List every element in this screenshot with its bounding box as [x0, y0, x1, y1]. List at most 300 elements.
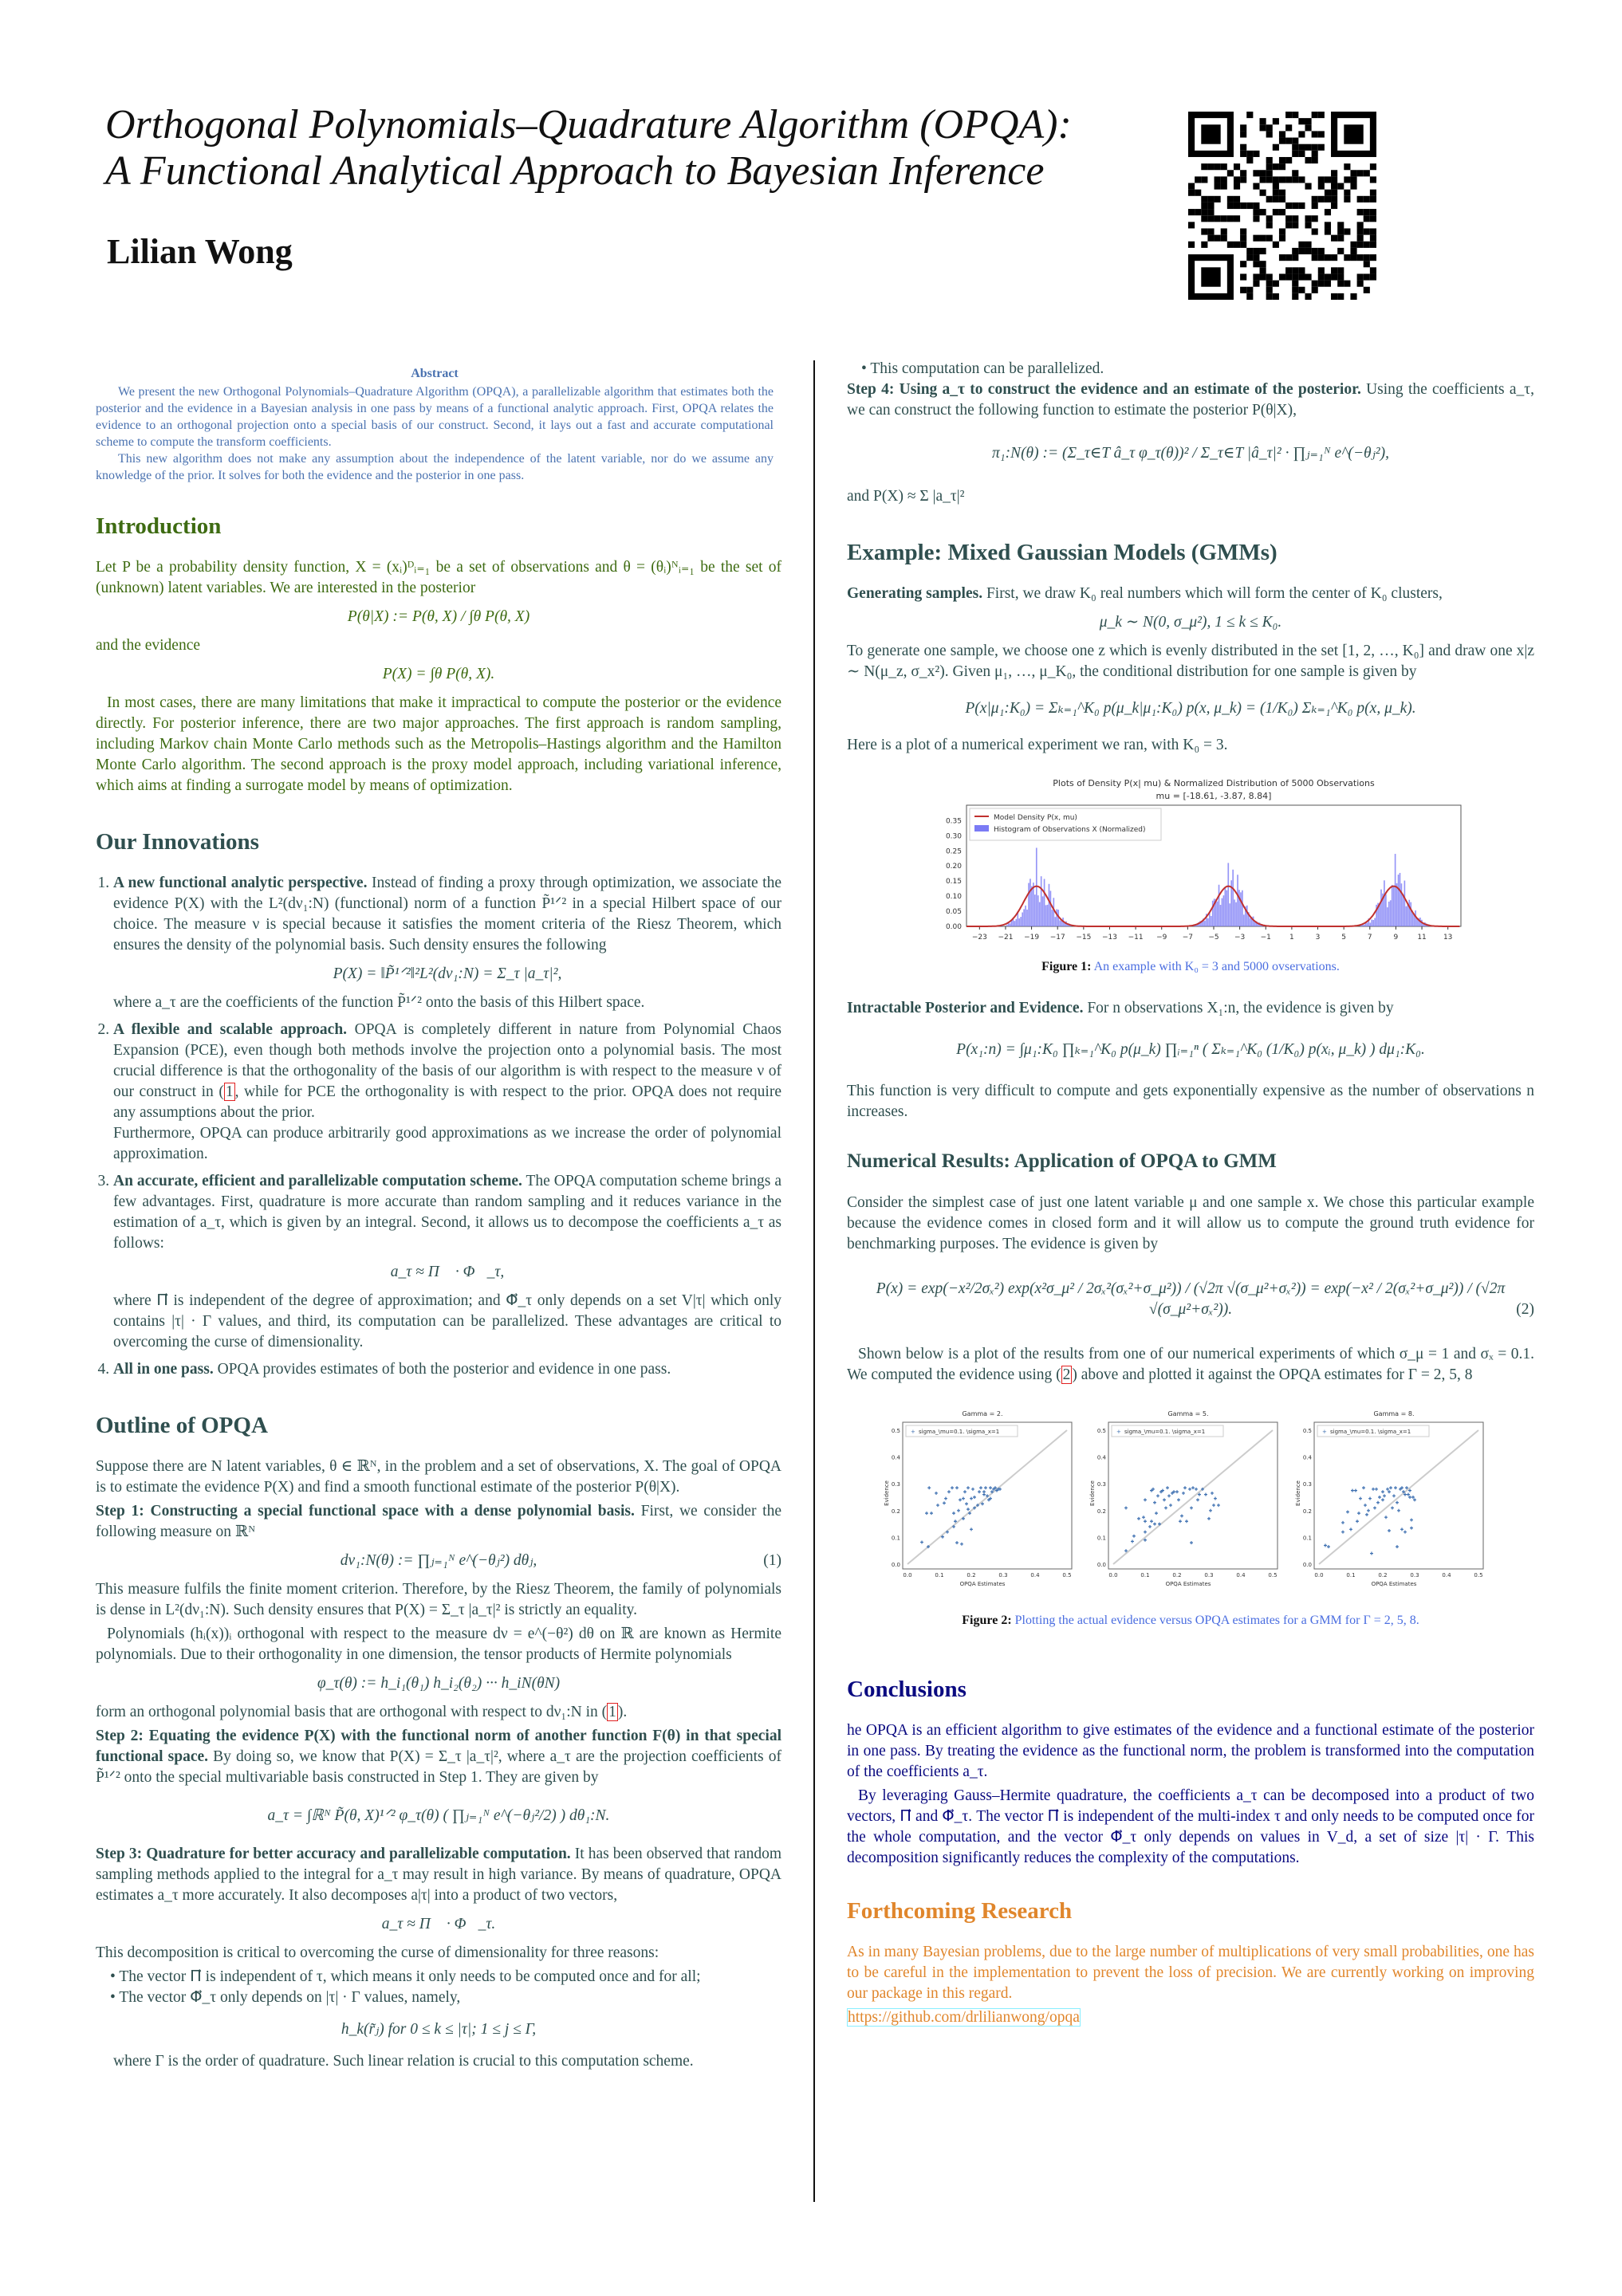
qr-module — [1260, 261, 1266, 267]
x-tick-label: −5 — [1208, 934, 1219, 942]
histogram-bar — [1369, 922, 1371, 926]
x-tick-label: 0.5 — [1268, 1572, 1278, 1578]
qr-module — [1273, 209, 1279, 215]
qr-module — [1305, 118, 1311, 124]
qr-module — [1357, 242, 1364, 248]
x-tick-label: 0.1 — [1346, 1572, 1356, 1578]
x-axis-label: OPQA Estimates — [1165, 1581, 1211, 1587]
qr-module — [1221, 176, 1227, 183]
intractable-title: Intractable Posterior and Evidence. — [847, 1000, 1084, 1016]
histogram-bar — [1401, 883, 1403, 926]
qr-module — [1285, 112, 1292, 118]
qr-module — [1285, 124, 1292, 131]
y-axis-label: Evidence — [1089, 1480, 1096, 1506]
histogram-bar — [1022, 912, 1023, 926]
qr-module — [1266, 176, 1273, 183]
qr-module — [1253, 261, 1259, 267]
qr-finder-center — [1344, 124, 1363, 144]
histogram-bar — [1061, 921, 1062, 926]
histogram-bar — [1207, 918, 1209, 926]
qr-module — [1292, 248, 1298, 254]
x-tick-label: 0.2 — [1378, 1572, 1388, 1578]
decomposition-equation: a_τ ≈ Π⃗ · Φ⃗_τ. — [381, 1916, 496, 1932]
qr-module — [1234, 242, 1240, 248]
qr-module — [1260, 235, 1266, 242]
posterior-equation: P(θ|X) := P(θ, X) / ∫θ P(θ, X) — [347, 608, 530, 625]
qr-module — [1234, 215, 1240, 222]
numerical-paragraph-1: Consider the simplest case of just one latent variable μ and one sample x. We chose this particular example because the evidence comes in closed form and it will allow us to compute the ground truth evidence for benchmarking purposes. The evidence is given by — [847, 1194, 1534, 1252]
y-tick-label: 0.35 — [945, 817, 962, 826]
qr-module — [1337, 235, 1344, 242]
y-tick-label: 0.3 — [891, 1481, 900, 1488]
histogram-bar — [1226, 890, 1228, 926]
qr-module — [1234, 202, 1240, 209]
y-tick-label: 0.15 — [945, 878, 962, 887]
equation-ref-link[interactable]: 1 — [608, 1704, 616, 1720]
numerical-paragraph-2 — [847, 1344, 1534, 1386]
x-tick-label: 0.3 — [1410, 1572, 1419, 1578]
x-axis-label: OPQA Estimates — [959, 1581, 1006, 1587]
qr-module — [1370, 254, 1376, 261]
qr-module — [1370, 242, 1376, 248]
qr-module — [1318, 144, 1325, 151]
histogram-bar — [1014, 921, 1016, 926]
qr-module — [1292, 287, 1298, 293]
chart-title: Plots of Density P(x| mu) & Normalized Distribution of 5000 Observations — [1053, 778, 1375, 788]
qr-module — [1312, 215, 1318, 222]
qr-module — [1215, 215, 1221, 222]
qr-module — [1312, 151, 1318, 157]
histogram-bar — [1254, 922, 1256, 926]
qr-module — [1221, 235, 1227, 242]
equation-ref-link[interactable]: 2 — [1062, 1366, 1071, 1383]
qr-module — [1337, 222, 1344, 228]
qr-module — [1370, 215, 1376, 222]
x-tick-label: 0.4 — [1442, 1572, 1451, 1578]
histogram-bar — [1400, 873, 1401, 926]
tensor-product-equation: φ_τ(θ) := h_i₁(θ₁) h_i₂(θ₂) ··· h_iN(θN) — [317, 1675, 561, 1692]
step-1 — [96, 1501, 781, 1543]
example-paragraph-4: This function is very difficult to compute and gets exponentially expensive as the number of observations n increases. — [847, 1083, 1534, 1120]
generating-title: Generating samples. — [847, 585, 983, 602]
qr-module — [1266, 273, 1273, 280]
measure-equation — [96, 1551, 781, 1571]
legend-label: sigma_\mu=0.1. \sigma_x=1 — [919, 1429, 1000, 1435]
qr-module — [1370, 163, 1376, 170]
figure-caption-text: Plotting the actual evidence versus OPQA estimates for a GMM for Γ = 2, 5, 8. — [1014, 1614, 1419, 1627]
legend-label: sigma_\mu=0.1. \sigma_x=1 — [1124, 1429, 1206, 1435]
qr-module — [1215, 235, 1221, 242]
qr-module — [1207, 228, 1214, 234]
qr-module — [1357, 170, 1364, 176]
qr-module — [1227, 196, 1234, 202]
qr-module — [1266, 293, 1273, 300]
x-tick-label: 11 — [1417, 934, 1427, 942]
qr-module — [1279, 163, 1285, 170]
qr-module — [1201, 202, 1207, 209]
qr-module — [1364, 196, 1370, 202]
qr-module — [1350, 248, 1356, 254]
numerical-heading: Numerical Results: Application of OPQA to GMM — [847, 1150, 1277, 1172]
qr-module — [1240, 124, 1246, 131]
github-link[interactable]: https://github.com/drlilianwong/opqa — [848, 2009, 1080, 2026]
histogram-bar — [1387, 907, 1388, 926]
panel-title: Gamma = 2. — [962, 1410, 1003, 1417]
qr-module — [1364, 287, 1370, 293]
histogram-bar — [1059, 920, 1061, 926]
qr-module — [1253, 248, 1259, 254]
step-4-title: Step 4: Using a_τ to construct the evidence and an estimate of the posterior. — [847, 381, 1361, 398]
outline-paragraph-6: where Γ is the order of quadrature. Such linear relation is crucial to this computation scheme. — [113, 2053, 694, 2070]
equation-ref-link[interactable]: 1 — [225, 1083, 234, 1100]
innovation-title: A new functional analytic perspective. — [113, 875, 368, 891]
qr-module — [1350, 254, 1356, 261]
histogram-bar — [1364, 925, 1365, 926]
qr-module — [1370, 273, 1376, 280]
x-tick-label: 13 — [1443, 934, 1453, 942]
chart-subtitle: mu = [-18.61, -3.87, 8.84] — [1155, 791, 1272, 801]
qr-module — [1240, 261, 1246, 267]
qr-module — [1279, 138, 1285, 144]
qr-module — [1305, 124, 1311, 131]
qr-module — [1344, 190, 1350, 196]
qr-module — [1292, 176, 1298, 183]
innovation-title: All in one pass. — [113, 1361, 214, 1378]
x-tick-label: 7 — [1367, 934, 1372, 942]
histogram-bar — [1031, 887, 1033, 926]
qr-module — [1318, 273, 1325, 280]
x-tick-label: 1 — [1289, 934, 1294, 942]
qr-module — [1273, 242, 1279, 248]
x-tick-label: 0.5 — [1062, 1572, 1072, 1578]
histogram-bar — [1223, 895, 1225, 926]
qr-module — [1305, 183, 1311, 190]
histogram-bar — [1250, 918, 1251, 926]
evidence-equation: P(X) = ∫θ P(θ, X). — [382, 666, 495, 682]
qr-module — [1266, 131, 1273, 137]
qr-module — [1188, 222, 1195, 228]
x-tick-label: 0.3 — [1204, 1572, 1214, 1578]
qr-module — [1292, 144, 1298, 151]
qr-module — [1273, 190, 1279, 196]
histogram-bar — [1039, 902, 1041, 926]
qr-module — [1240, 144, 1246, 151]
qr-module — [1285, 215, 1292, 222]
qr-module — [1305, 144, 1311, 151]
histogram-bar — [1234, 899, 1235, 926]
qr-module — [1337, 281, 1344, 287]
qr-module — [1357, 273, 1364, 280]
intro-paragraph-2: and the evidence — [96, 637, 201, 654]
innovation-text-after: where a_τ are the coefficients of the function P̃¹ᐟ² onto the basis of this Hilbert space. — [113, 994, 645, 1011]
histogram-bar — [1392, 885, 1393, 926]
outline-section — [96, 1415, 781, 2072]
histogram-bar — [1045, 905, 1047, 926]
qr-module — [1331, 190, 1337, 196]
qr-module — [1273, 163, 1279, 170]
histogram-bar — [1410, 902, 1411, 926]
qr-module — [1253, 254, 1259, 261]
qr-module — [1312, 254, 1318, 261]
histogram-bar — [1036, 847, 1037, 926]
abstract-heading: Abstract — [411, 367, 459, 380]
panel-title: Gamma = 5. — [1167, 1410, 1209, 1417]
qr-module — [1312, 131, 1318, 137]
y-tick-label: 0.00 — [945, 923, 962, 931]
legend-label: sigma_\mu=0.1. \sigma_x=1 — [1330, 1429, 1411, 1435]
figure-1-histogram-chart — [911, 775, 1469, 950]
qr-module — [1266, 157, 1273, 163]
histogram-bar — [1227, 863, 1229, 926]
qr-module — [1292, 222, 1298, 228]
innovation-title: A flexible and scalable approach. — [113, 1021, 348, 1038]
qr-module — [1285, 267, 1292, 273]
histogram-bar — [1385, 894, 1387, 926]
forthcoming-paragraph: As in many Bayesian problems, due to the large number of multiplications of very small probabilities, one has to be careful in the implementation to prevent the loss of precision. We are currently working on improving our package in this regard. — [847, 1944, 1534, 2002]
innovation-item: 2. A flexible and scalable approach. OPQA is completely different in nature from Polynomial Chaos Expansion (PCE), even though both methods involve the projection onto a polynomial basis. The most crucial difference is that the orthogonality of the basis of our algorithm is with respect to the measure ν of our construct in ( 1 , while for PCE the orthogonality is with respect to the prior. OPQA does not require any assumptions about the prior. Furthermore, OPQA can produce arbitrarily good approximations as we increase the order of polynomial approximation. — [113, 1020, 781, 1165]
qr-module — [1279, 131, 1285, 137]
qr-module — [1285, 202, 1292, 209]
qr-module — [1350, 170, 1356, 176]
x-tick-label: −7 — [1182, 934, 1194, 942]
qr-module — [1331, 183, 1337, 190]
histogram-bar — [1238, 890, 1240, 926]
y-tick-label: 0.0 — [1096, 1562, 1106, 1568]
histogram-bar — [1052, 910, 1053, 926]
y-tick-label: 0.2 — [891, 1508, 900, 1515]
conclusions-section — [847, 1679, 1534, 1869]
histogram-bar — [1047, 905, 1049, 926]
qr-module — [1207, 163, 1214, 170]
qr-module — [1337, 183, 1344, 190]
qr-module — [1325, 176, 1331, 183]
qr-module — [1344, 163, 1350, 170]
qr-module — [1344, 176, 1350, 183]
qr-module — [1195, 209, 1201, 215]
qr-module — [1357, 235, 1364, 242]
qr-module — [1318, 176, 1325, 183]
legend-marker: + — [1322, 1429, 1327, 1435]
qr-module — [1260, 170, 1266, 176]
qr-module — [1292, 215, 1298, 222]
qr-module — [1331, 176, 1337, 183]
qr-module — [1337, 293, 1344, 300]
histogram-bar — [1372, 920, 1374, 926]
histogram-bar — [1242, 890, 1243, 926]
qr-module — [1364, 261, 1370, 267]
innovation-equation: P(X) = ‖P̃¹ᐟ²‖²L²(dν₁:N) = Σ_τ |a_τ|², — [333, 965, 562, 982]
qr-module — [1331, 267, 1337, 273]
qr-module — [1298, 242, 1305, 248]
qr-module — [1253, 183, 1259, 190]
qr-module — [1195, 176, 1201, 183]
panel-title: Gamma = 8. — [1373, 1410, 1415, 1417]
y-tick-label: 0.4 — [891, 1454, 900, 1461]
histogram-bar — [1037, 895, 1039, 926]
intractable-text: For n observations X₁:n, the evidence is given by — [1087, 1000, 1394, 1016]
innovation-text: Instead of finding a proxy through optimization, we associate the evidence P(X) with the L²(dν₁:N) (functional) norm of a function P̃¹ᐟ² in a special Hilbert space of our choice. The measure ν is special because it satisfies the moment criteria of the Riesz Theorem, which ensures the density of the polynomial basis. Such density ensures the following — [113, 875, 782, 953]
histogram-bar — [1379, 903, 1380, 926]
qr-code-icon[interactable] — [1188, 112, 1376, 300]
step-2-title: Step 2: Equating the evidence P(X) with the functional norm of another function F(θ) in that special functional space. — [96, 1728, 781, 1765]
qr-module — [1305, 157, 1311, 163]
histogram-bar — [1029, 879, 1031, 926]
histogram-bar — [1026, 910, 1028, 926]
x-tick-label: 0.0 — [1108, 1572, 1118, 1578]
outline-paragraph-1: Suppose there are N latent variables, θ ∈ ℝᴺ, in the problem and a set of observations, X. The goal of OPQA is to estimate the evidence P(X) and find a smooth functional estimate of the posterior P(θ|X). — [96, 1458, 781, 1496]
qr-module — [1292, 254, 1298, 261]
figure-2-scatter-chart — [879, 1405, 1501, 1604]
qr-module — [1285, 273, 1292, 280]
qr-module — [1331, 293, 1337, 300]
qr-module — [1344, 254, 1350, 261]
qr-module — [1292, 267, 1298, 273]
outline-paragraph-4 — [96, 1702, 781, 1723]
histogram-bar — [1225, 887, 1226, 926]
qr-module — [1318, 183, 1325, 190]
histogram-bar — [1218, 885, 1220, 926]
legend-box — [970, 808, 1161, 840]
qr-module — [1357, 281, 1364, 287]
histogram-bar — [1404, 881, 1406, 926]
figure-label: Figure 2: — [962, 1614, 1012, 1627]
mu-distribution-equation: μ_k ∼ N(0, σ_μ²), 1 ≤ k ≤ K₀. — [1099, 614, 1282, 631]
qr-module — [1253, 170, 1259, 176]
qr-module — [1246, 293, 1253, 300]
step-3-title: Step 3: Quadrature for better accuracy and parallelizable computation. — [96, 1846, 571, 1862]
qr-module — [1201, 228, 1207, 234]
qr-module — [1312, 287, 1318, 293]
histogram-bar — [1398, 875, 1400, 926]
qr-module — [1279, 273, 1285, 280]
qr-module — [1337, 273, 1344, 280]
legend-histogram-label: Histogram of Observations X (Normalized) — [994, 826, 1146, 834]
qr-module — [1285, 254, 1292, 261]
qr-module — [1364, 170, 1370, 176]
qr-module — [1273, 176, 1279, 183]
qr-module — [1285, 176, 1292, 183]
qr-module — [1201, 215, 1207, 222]
qr-module — [1357, 222, 1364, 228]
histogram-bar — [1028, 883, 1029, 926]
histogram-bar — [1408, 900, 1410, 926]
y-tick-label: 0.0 — [1302, 1562, 1312, 1568]
histogram-bar — [1050, 890, 1052, 926]
parallel-list — [847, 359, 1534, 379]
coefficient-equation: a_τ = ∫ℝᴺ P̃(θ, X)¹ᐟ² φ_τ(θ) ( ∏ⱼ₌₁ᴺ e^(−θⱼ²/2) ) dθ₁:N. — [267, 1807, 610, 1824]
qr-module — [1260, 209, 1266, 215]
qr-module — [1279, 235, 1285, 242]
numerical-p2-text: Shown below is a plot of the results from one of our numerical experiments of which σ_μ = 1 and σₓ = 0.1. We computed the evidence using ( — [847, 1346, 1534, 1383]
qr-module — [1246, 112, 1253, 118]
y-tick-label: 0.5 — [1096, 1428, 1106, 1434]
qr-module — [1215, 176, 1221, 183]
posterior-estimate-equation: π₁:N(θ) := (Σ_τ∈T â_τ φ_τ(θ))² / Σ_τ∈T |â_τ|² · ∏ⱼ₌₁ᴺ e^(−θⱼ²), — [992, 445, 1389, 462]
gmm-evidence-equation: P(x₁:n) = ∫μ₁:K₀ ∏ₖ₌₁^K₀ p(μ_k) ∏ᵢ₌₁ⁿ ( Σₖ₌₁^K₀ (1/K₀) p(xᵢ, μ_k) ) dμ₁:K₀. — [956, 1041, 1425, 1058]
qr-module — [1337, 267, 1344, 273]
innovations-list — [96, 873, 781, 1380]
x-tick-label: −19 — [1024, 934, 1040, 942]
numerical-p2-end: ) above and plotted it against the OPQA estimates for Γ = 2, 5, 8 — [1072, 1366, 1473, 1383]
qr-module — [1266, 124, 1273, 131]
histogram-bar — [1020, 917, 1022, 926]
x-tick-label: 0.3 — [998, 1572, 1008, 1578]
histogram-bar — [1390, 900, 1392, 926]
figure-1-caption — [847, 957, 1534, 977]
qr-module — [1188, 209, 1195, 215]
histogram-bar — [1407, 903, 1408, 926]
qr-module — [1325, 273, 1331, 280]
qr-module — [1266, 170, 1273, 176]
qr-module — [1305, 293, 1311, 300]
qr-module — [1246, 151, 1253, 157]
title-line-2: A Functional Analytical Approach to Bayesian Inference — [105, 148, 1045, 194]
qr-module — [1292, 170, 1298, 176]
figure-caption-text: An example with K₀ = 3 and 5000 ovservations. — [1093, 960, 1340, 973]
qr-module — [1266, 222, 1273, 228]
qr-module — [1234, 196, 1240, 202]
introduction-section — [96, 513, 781, 796]
x-tick-label: −11 — [1128, 934, 1144, 942]
histogram-bar — [1204, 921, 1206, 926]
histogram-bar — [1034, 894, 1036, 926]
histogram-bar — [1025, 906, 1026, 926]
outline-p4-text: form an orthogonal polynomial basis that are orthogonal with respect to dν₁:N in ( — [96, 1704, 608, 1720]
qr-module — [1188, 183, 1195, 190]
qr-module — [1201, 163, 1207, 170]
example-paragraph-2: To generate one sample, we choose one z which is evenly distributed in the set [1, 2, …, K₀] and draw one x|z ∼ N(μ_z, σ_x²). Given μ₁, …, μ_K₀, the conditional distribution for one sample is given by — [847, 643, 1534, 680]
reason-item: • The vector Π⃗ is independent of τ, which means it only needs to be computed once and for all; — [110, 1967, 781, 1987]
histogram-bar — [1243, 914, 1245, 926]
qr-module — [1273, 281, 1279, 287]
qr-module — [1344, 228, 1350, 234]
qr-module — [1188, 190, 1195, 196]
qr-module — [1253, 215, 1259, 222]
qr-module — [1318, 267, 1325, 273]
x-tick-label: −9 — [1156, 934, 1167, 942]
innovation-text: OPQA provides estimates of both the posterior and evidence in one pass. — [217, 1361, 671, 1378]
step-4-text: Using the coefficients a_τ, we can construct the following function to estimate the posterior P(θ|X), — [847, 381, 1535, 419]
qr-module — [1357, 254, 1364, 261]
qr-module — [1266, 215, 1273, 222]
qr-module — [1273, 293, 1279, 300]
qr-module — [1292, 151, 1298, 157]
qr-module — [1318, 254, 1325, 261]
left-column — [96, 359, 781, 2075]
legend-marker: + — [911, 1429, 915, 1435]
histogram-bar — [1041, 876, 1042, 926]
innovation-equation: a_τ ≈ Π⃗ · Φ⃗_τ, — [390, 1264, 505, 1280]
column-divider — [813, 360, 815, 2202]
x-tick-label: 0.0 — [1314, 1572, 1324, 1578]
legend-marker: + — [1116, 1429, 1121, 1435]
qr-module — [1325, 281, 1331, 287]
qr-module — [1240, 202, 1246, 209]
measure-equation-body: dν₁:N(θ) := ∏ⱼ₌₁ᴺ e^(−θⱼ²) dθⱼ, — [340, 1552, 537, 1569]
qr-module — [1188, 242, 1195, 248]
qr-module — [1364, 215, 1370, 222]
histogram-bar — [1367, 923, 1368, 926]
qr-module — [1285, 138, 1292, 144]
x-tick-label: −23 — [971, 934, 987, 942]
step-4 — [847, 379, 1534, 421]
qr-module — [1298, 131, 1305, 137]
y-axis-label: Evidence — [1295, 1480, 1301, 1506]
qr-module — [1266, 196, 1273, 202]
qr-module — [1285, 157, 1292, 163]
histogram-bar — [1415, 910, 1416, 926]
qr-module — [1227, 242, 1234, 248]
